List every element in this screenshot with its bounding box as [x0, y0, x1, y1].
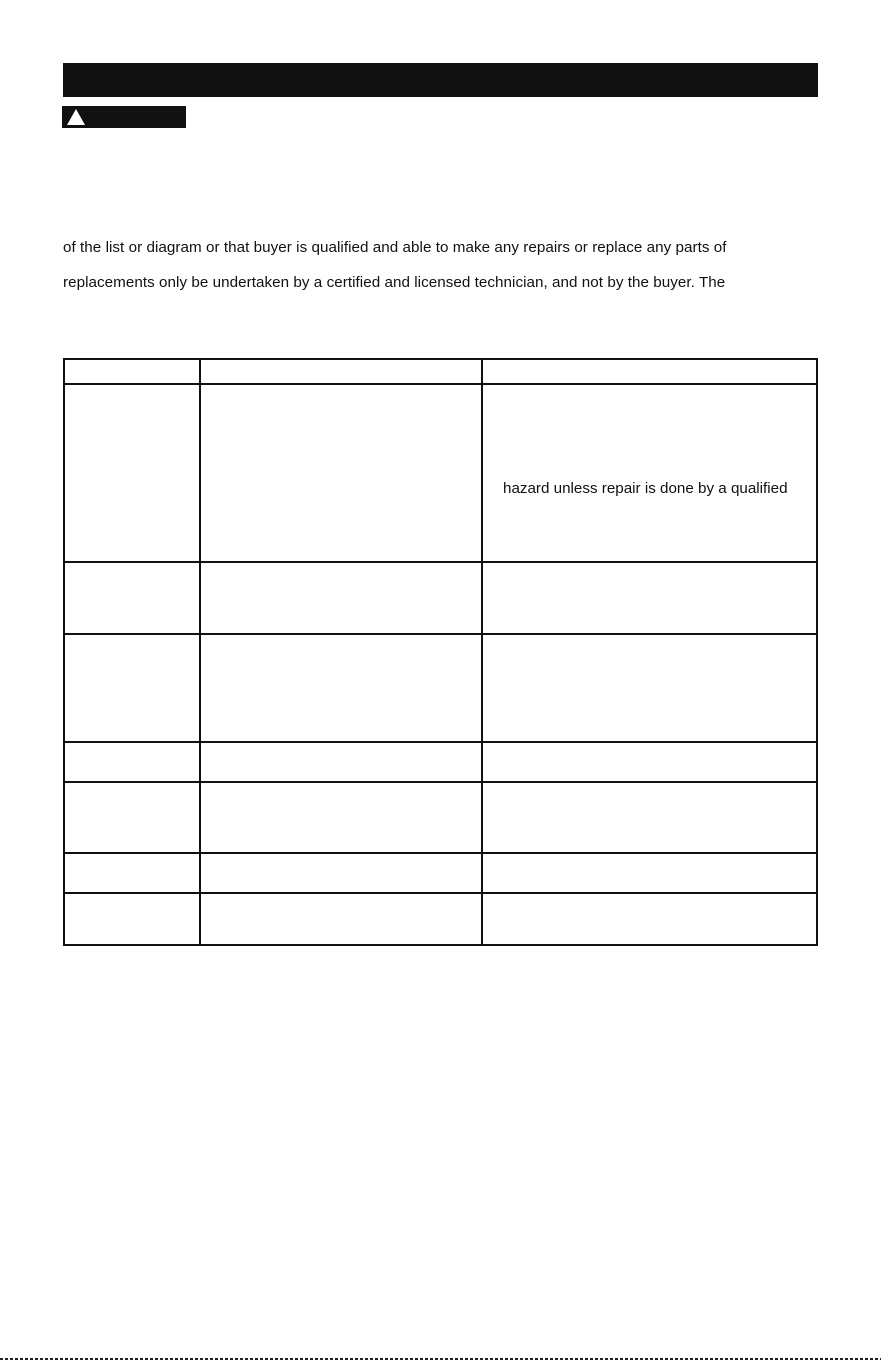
body-text-line-2: replacements only be undertaken by a certified and licensed technician, and not by the buyer. The [63, 274, 726, 291]
section-title-bar [63, 63, 818, 97]
troubleshooting-table [63, 358, 818, 946]
warning-triangle-icon [66, 108, 86, 126]
page-bottom-edge [0, 1357, 881, 1361]
table-cell-text: hazard unless repair is done by a qualified [503, 480, 788, 497]
table-outer-border [64, 359, 817, 945]
warning-label [62, 106, 186, 128]
body-text-line-1: of the list or diagram or that buyer is qualified and able to make any repairs or replace any parts of [63, 239, 727, 256]
